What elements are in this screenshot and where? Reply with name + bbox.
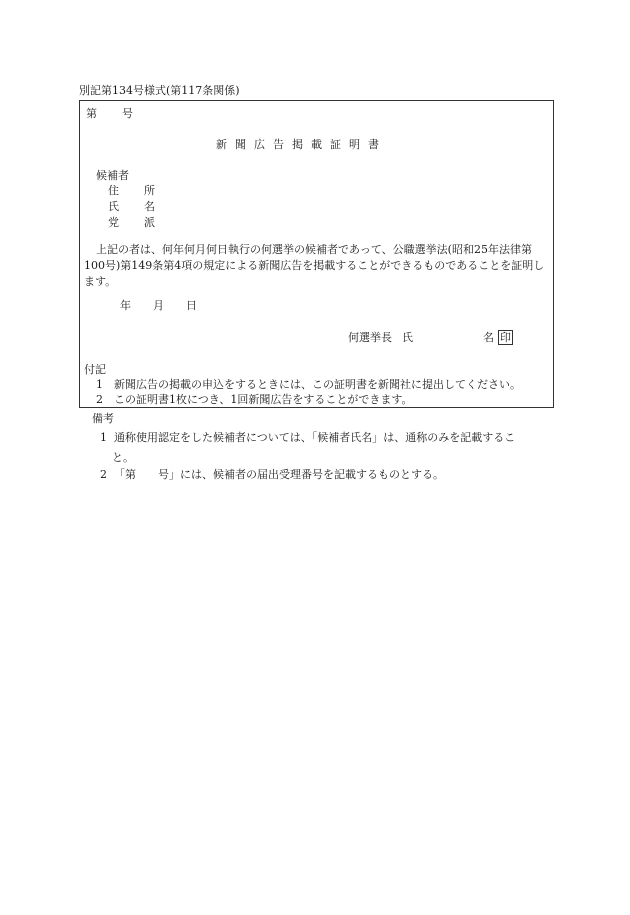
remark-item (100, 431, 515, 444)
title-char: 告 (273, 138, 284, 151)
seal-mark: 印 (500, 331, 511, 344)
appendix-item-number: 1 (96, 378, 103, 391)
remark-number: 1 (100, 431, 107, 444)
form-header: 別記第134号様式(第117条関係) (79, 84, 240, 97)
remark-number: 2 (100, 468, 107, 481)
date-year: 年 (120, 299, 131, 312)
date-month: 月 (153, 299, 164, 312)
appendix-item (96, 393, 412, 406)
field-label-part: 派 (144, 216, 155, 229)
remark-text: 通称使用認定をした候補者については、「候補者氏名」は、通称のみを記載するこ (114, 431, 516, 444)
field-label-part: 名 (144, 200, 155, 213)
certificate-box (79, 100, 554, 408)
title-char: 明 (349, 138, 360, 151)
title-char: 書 (368, 138, 379, 151)
field-label-part: 所 (144, 184, 155, 197)
date-line (120, 299, 219, 312)
title-char: 広 (254, 138, 265, 151)
election-officer: 何選挙長 (348, 331, 392, 344)
field-party (108, 216, 155, 229)
number-suffix: 号 (122, 107, 133, 120)
title-char: 載 (311, 138, 322, 151)
signature-line (348, 330, 513, 345)
field-address (108, 184, 155, 197)
remark-text: 「第 号」には、候補者の届出受理番号を記載するものとする。 (114, 468, 444, 481)
candidate-heading: 候補者 (96, 169, 129, 182)
certification-statement: 上記の者は、何年何月何日執行の何選挙の候補者であって、公職選挙法(昭和25年法律第100号)第149条第4項の規定による新聞広告を掲載することができるものであることを証明します。 (84, 243, 545, 288)
field-label-part: 住 (108, 184, 119, 197)
appendix-heading: 付記 (84, 363, 106, 376)
title-char: 新 (216, 138, 227, 151)
number-prefix: 第 (86, 107, 97, 120)
remark-item (100, 468, 444, 481)
title-char: 掲 (292, 138, 303, 151)
certificate-number (86, 107, 133, 120)
field-name (108, 200, 155, 213)
signature-shi: 氏 (402, 331, 413, 344)
appendix-item-text: この証明書1枚につき、1回新聞広告をすることができます。 (114, 393, 413, 406)
appendix-item-text: 新聞広告の掲載の申込をするときには、この証明書を新聞社に提出してください。 (114, 378, 521, 391)
field-label-part: 氏 (108, 200, 119, 213)
signature-mei: 名 (483, 331, 494, 344)
field-label-part: 党 (108, 216, 119, 229)
title-char: 聞 (235, 138, 246, 151)
title-char: 証 (330, 138, 341, 151)
certificate-title (216, 138, 387, 151)
remarks-heading: 備考 (92, 412, 114, 425)
appendix-item (96, 378, 521, 391)
remark-continuation: と。 (112, 451, 134, 464)
appendix-item-number: 2 (96, 393, 103, 406)
date-day: 日 (186, 299, 197, 312)
